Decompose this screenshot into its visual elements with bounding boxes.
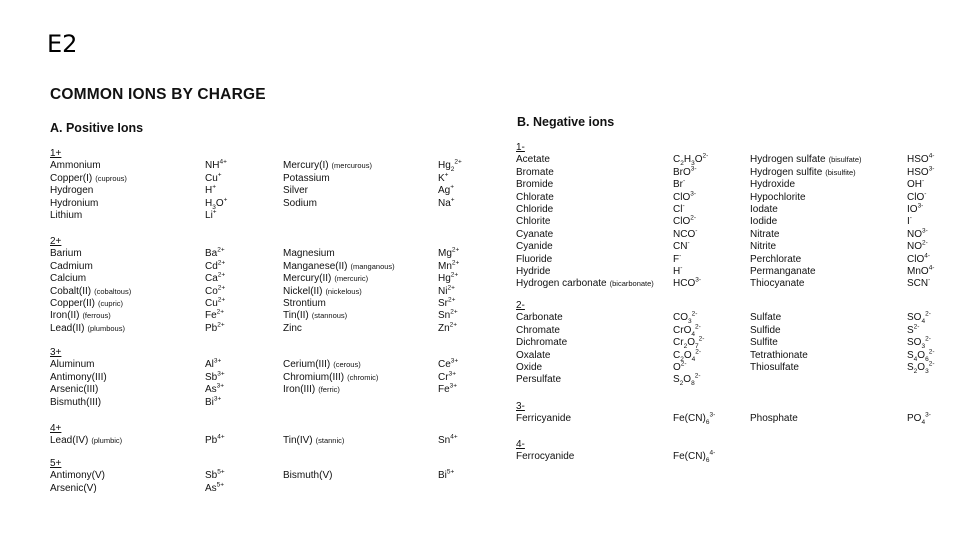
ion-row [50, 159, 462, 174]
ion-row [516, 215, 912, 228]
ion-common-name: (manganous) [350, 261, 395, 271]
ion-name: Cyanate [516, 228, 554, 240]
ion-formula: $S_4O_6^{2-}$ [907, 348, 935, 363]
ion-name: Ferrocyanide [516, 451, 575, 463]
ion-name: Silver [283, 185, 309, 197]
ion-formula: $C_2H_3O^{2-}$ [673, 153, 709, 168]
ion-formula: $Bi^{5+}$ [438, 469, 455, 482]
ion-name: Sulfite [750, 337, 778, 349]
ion-name: Carbonate [516, 312, 563, 324]
ion-name: Barium [50, 248, 82, 260]
ion-name: Strontium [283, 297, 326, 309]
ion-formula: I- [907, 215, 912, 228]
ion-formula: K+ [438, 171, 449, 184]
ion-row [516, 311, 931, 326]
ion-name: Bromide [516, 179, 554, 191]
ion-name: Bismuth(V) [283, 470, 333, 482]
positive-charge-group [50, 148, 462, 222]
ion-formula: $C_2O_4^{2-}$ [673, 348, 702, 363]
ion-formula: H- [673, 264, 683, 277]
slide-title: E2 [47, 30, 78, 58]
ion-formula: $S^{2-}$ [907, 323, 920, 336]
ion-name: Cadmium [50, 260, 93, 272]
ion-common-name: (plumbic) [91, 436, 123, 446]
ion-formula: F- [673, 252, 682, 265]
ion-name: Arsenic(III) [50, 384, 99, 396]
ion-name: Chromate [516, 324, 560, 336]
negative-ions-heading: B. Negative ions [517, 115, 615, 129]
charge-header: 5+ [50, 458, 62, 469]
ion-common-name: (bisulfate) [828, 155, 862, 165]
ion-row [516, 202, 924, 216]
ion-formula: $Bi^{3+}$ [205, 395, 222, 408]
ion-formula: $Ni^{2+}$ [438, 284, 455, 297]
ion-name: Sodium [283, 197, 317, 209]
ion-formula: $Ba^{2+}$ [205, 247, 225, 260]
ion-formula: $Fe^{3+}$ [438, 382, 458, 396]
charge-header: 3+ [50, 347, 62, 358]
ion-name: Tin(II) [283, 310, 309, 322]
ion-name: Oxide [516, 361, 543, 373]
ion-formula: $NO^{2-}$ [907, 239, 928, 253]
ion-name: Thiocyanate [750, 278, 805, 290]
charge-header: 4- [516, 439, 525, 450]
ion-formula: $SO_4^{2-}$ [907, 311, 931, 326]
ion-formula: $S_2O_8^{2-}$ [673, 373, 701, 388]
ion-name: Zinc [283, 322, 302, 334]
ion-formula: Li+ [205, 208, 217, 221]
ion-row [50, 171, 449, 185]
ion-name: Cerium(III) [283, 359, 331, 371]
ion-name: Mercury(I) [283, 160, 329, 172]
ion-name: Copper(II) [50, 297, 96, 309]
ion-common-name: (chromic) [347, 372, 379, 382]
ion-formula: $Sb^{3+}$ [205, 370, 225, 383]
ion-formula: $NO^{3-}$ [907, 227, 928, 240]
ion-common-name: (mercurous) [331, 161, 372, 171]
ion-row [516, 360, 935, 375]
ion-row [50, 321, 458, 335]
ion-formula: $Cr^{3+}$ [438, 370, 456, 383]
ion-name: Copper(I) [50, 172, 93, 184]
ion-formula: $HSO^{4-}$ [907, 153, 935, 166]
ion-row [50, 469, 455, 482]
ion-formula: $HSO^{3-}$ [907, 165, 935, 178]
ion-name: Hypochlorite [750, 191, 806, 203]
ion-common-name: (bisulfite) [825, 167, 856, 177]
ion-name: Potassium [283, 172, 330, 184]
ion-name: Fluoride [516, 253, 553, 265]
ion-formula: $Ca^{2+}$ [205, 271, 226, 285]
ion-formula: $Pb^{4+}$ [205, 434, 225, 447]
ion-name: Hydronium [50, 197, 99, 209]
ion-formula: $Mg^{2+}$ [438, 247, 460, 260]
ion-row [50, 208, 217, 222]
ion-row [516, 348, 935, 363]
ion-formula: MnO$^{4-}$ [907, 264, 935, 277]
ion-common-name: (ferrous) [82, 311, 111, 321]
ion-name: Lead(IV) [50, 435, 89, 447]
ion-formula: $Co^{2+}$ [205, 284, 226, 297]
ion-name: Permanganate [750, 265, 816, 277]
ion-formula: ClO- [907, 190, 927, 203]
ion-formula: $Ce^{3+}$ [438, 358, 459, 371]
ion-name: Chloride [516, 203, 554, 215]
ion-formula: $Sn^{4+}$ [438, 434, 458, 447]
ion-common-name: (cobaltous) [94, 286, 132, 296]
ion-row [516, 264, 935, 278]
ion-common-name: (nickelous) [325, 286, 362, 296]
ion-row [516, 323, 920, 338]
ion-formula: $Hg^{2+}$ [438, 271, 459, 285]
ion-formula: $Fe(CN)_6^{4-}$ [673, 450, 716, 465]
ion-name: Iodate [750, 203, 778, 215]
ion-formula: Cu+ [205, 171, 222, 184]
ion-formula: $Cr_2O_7^{2-}$ [673, 335, 705, 351]
positive-ions-heading: A. Positive Ions [50, 121, 144, 135]
ion-formula: $Hg_2^{2+}$ [438, 159, 462, 174]
ion-formula: Na+ [438, 196, 455, 209]
ion-row [50, 395, 222, 409]
ion-formula: Cl- [673, 202, 685, 215]
ion-formula: $SO_3^{2-}$ [907, 335, 931, 351]
ion-formula: Ag+ [438, 183, 455, 197]
ion-row [516, 252, 931, 266]
ion-row [516, 190, 927, 204]
ion-name: Arsenic(V) [50, 482, 97, 494]
ion-formula: CN- [673, 239, 690, 253]
ion-common-name: (plumbous) [87, 323, 125, 333]
ion-name: Perchlorate [750, 253, 802, 265]
ion-name: Cyanide [516, 241, 553, 253]
ion-row [516, 177, 925, 191]
ion-name: Phosphate [750, 413, 798, 425]
ion-row [50, 309, 458, 322]
ion-row [516, 335, 931, 351]
ion-formula: $Fe(CN)_6^{3-}$ [673, 412, 716, 427]
ion-name: Chlorite [516, 216, 551, 228]
ion-row [516, 450, 716, 465]
charge-header: 2+ [50, 236, 62, 247]
ion-row [50, 183, 455, 197]
ion-common-name: (stannic) [315, 436, 345, 446]
ion-formula: ClO$^{4-}$ [907, 252, 931, 265]
ion-name: Acetate [516, 154, 550, 166]
ion-formula: $H_3O^+$ [205, 196, 228, 211]
ion-formula: $Sb^{5+}$ [205, 469, 225, 482]
ion-row [50, 196, 455, 211]
ion-name: Hydrogen carbonate [516, 278, 607, 290]
ion-name: Dichromate [516, 337, 568, 349]
ion-name: Persulfate [516, 374, 562, 386]
ion-row [50, 247, 460, 260]
ion-name: Lead(II) [50, 322, 85, 334]
ion-formula: $Zn^{2+}$ [438, 321, 458, 334]
ion-formula: $As^{3+}$ [205, 382, 225, 396]
ion-formula: BrO$^{3-}$ [673, 165, 697, 178]
ion-name: Manganese(II) [283, 260, 348, 272]
ion-formula: $Fe^{2+}$ [205, 309, 225, 322]
ion-row [516, 153, 935, 168]
ion-row [50, 370, 456, 384]
charge-header: 2- [516, 300, 525, 311]
ion-formula: SCN- [907, 276, 931, 290]
ion-name: Iodide [750, 216, 778, 228]
ion-row [50, 481, 225, 495]
ion-name: Iron(III) [283, 384, 316, 396]
ion-formula: CrO$_4^{2-}$ [673, 323, 701, 338]
ion-row [50, 358, 459, 371]
ion-formula: H+ [205, 183, 217, 197]
ion-row [516, 412, 931, 427]
ion-formula: $HCO^{3-}$ [673, 276, 702, 290]
charge-header: 4+ [50, 423, 62, 434]
negative-charge-group [516, 300, 935, 388]
ion-name: Sulfate [750, 312, 782, 324]
ion-name: Chromium(III) [283, 371, 345, 383]
ion-formula: ClO$^{3-}$ [673, 190, 697, 203]
ion-name: Chlorate [516, 191, 554, 203]
negative-charge-group [516, 439, 716, 465]
ion-name: Oxalate [516, 349, 551, 361]
ion-formula: $Sn^{2+}$ [438, 309, 458, 322]
ion-name: Ammonium [50, 160, 101, 172]
ion-name: Mercury(II) [283, 273, 332, 285]
ion-name: Lithium [50, 209, 83, 221]
ion-row [50, 259, 460, 273]
ion-row [516, 276, 931, 290]
ion-name: Iron(II) [50, 310, 80, 322]
ion-formula: $Al^{3+}$ [205, 358, 222, 371]
ion-formula: $IO^{3-}$ [907, 202, 924, 215]
ion-name: Thiosulfate [750, 361, 799, 373]
ion-name: Hydroxide [750, 179, 796, 191]
ion-name: Sulfide [750, 324, 781, 336]
ion-name: Magnesium [283, 248, 335, 260]
ion-name: Aluminum [50, 359, 95, 371]
charge-header: 3- [516, 401, 525, 412]
positive-charge-group [50, 236, 460, 335]
ion-row [50, 434, 458, 447]
ion-formula: $Sr^{2+}$ [438, 296, 456, 309]
negative-charge-group [516, 142, 935, 291]
ion-row [516, 239, 928, 253]
ion-name: Hydride [516, 265, 551, 277]
ion-row [516, 373, 701, 388]
ion-name: Tetrathionate [750, 349, 808, 361]
positive-charge-group [50, 458, 455, 495]
ion-formula: $O^{2-}$ [673, 360, 687, 373]
negative-charge-group [516, 401, 931, 427]
ion-formula: $As^{5+}$ [205, 481, 225, 494]
ion-common-name: (ferric) [318, 385, 340, 395]
ion-formula: $Pb^{2+}$ [205, 321, 225, 334]
ion-formula: OH- [907, 177, 925, 191]
ion-row [516, 227, 928, 241]
ion-row [50, 271, 459, 285]
charge-header: 1+ [50, 148, 62, 159]
ion-common-name: (cupric) [98, 298, 124, 308]
ion-name: Antimony(III) [50, 371, 107, 383]
ion-name: Ferricyanide [516, 413, 572, 425]
ion-row [50, 296, 456, 310]
ion-formula: NCO- [673, 227, 698, 240]
ion-name: Tin(IV) [283, 435, 313, 447]
positive-charge-group [50, 423, 458, 448]
ion-row [50, 382, 458, 396]
ion-row [50, 284, 455, 298]
ion-formula: $NH^{4+}$ [205, 159, 227, 172]
ion-formula: Br- [673, 177, 686, 191]
ion-formula: $PO_4^{3-}$ [907, 412, 931, 427]
ion-formula: $Cu^{2+}$ [205, 296, 226, 309]
positive-charge-group [50, 347, 459, 409]
ion-common-name: (cerous) [333, 360, 361, 370]
ion-name: Antimony(V) [50, 470, 106, 482]
ion-name: Bismuth(III) [50, 396, 102, 408]
ion-name: Nickel(II) [283, 285, 323, 297]
ion-formula: $Cd^{2+}$ [205, 259, 226, 272]
ion-formula: $Mn^{2+}$ [438, 259, 460, 272]
ion-name: Bromate [516, 166, 554, 178]
ion-formula: ClO$^{2-}$ [673, 215, 697, 228]
ion-name: Nitrate [750, 228, 780, 240]
ion-common-name: (cuprous) [95, 173, 127, 183]
ion-common-name: (bicarbonate) [609, 279, 654, 289]
document-title: COMMON IONS BY CHARGE [50, 86, 266, 103]
ion-row [516, 165, 935, 179]
ion-name: Cobalt(II) [50, 285, 92, 297]
ion-formula: $S_2O_3^{2-}$ [907, 360, 935, 375]
ion-common-name: (mercuric) [334, 274, 369, 284]
ion-formula: $CO_3^{2-}$ [673, 311, 698, 326]
ion-name: Nitrite [750, 241, 777, 253]
charge-header: 1- [516, 142, 525, 153]
ion-name: Hydrogen sulfate [750, 154, 826, 166]
ion-common-name: (stannous) [311, 311, 348, 321]
ion-name: Hydrogen sulfite [750, 166, 823, 178]
ion-name: Calcium [50, 273, 87, 285]
ion-name: Hydrogen [50, 185, 94, 197]
